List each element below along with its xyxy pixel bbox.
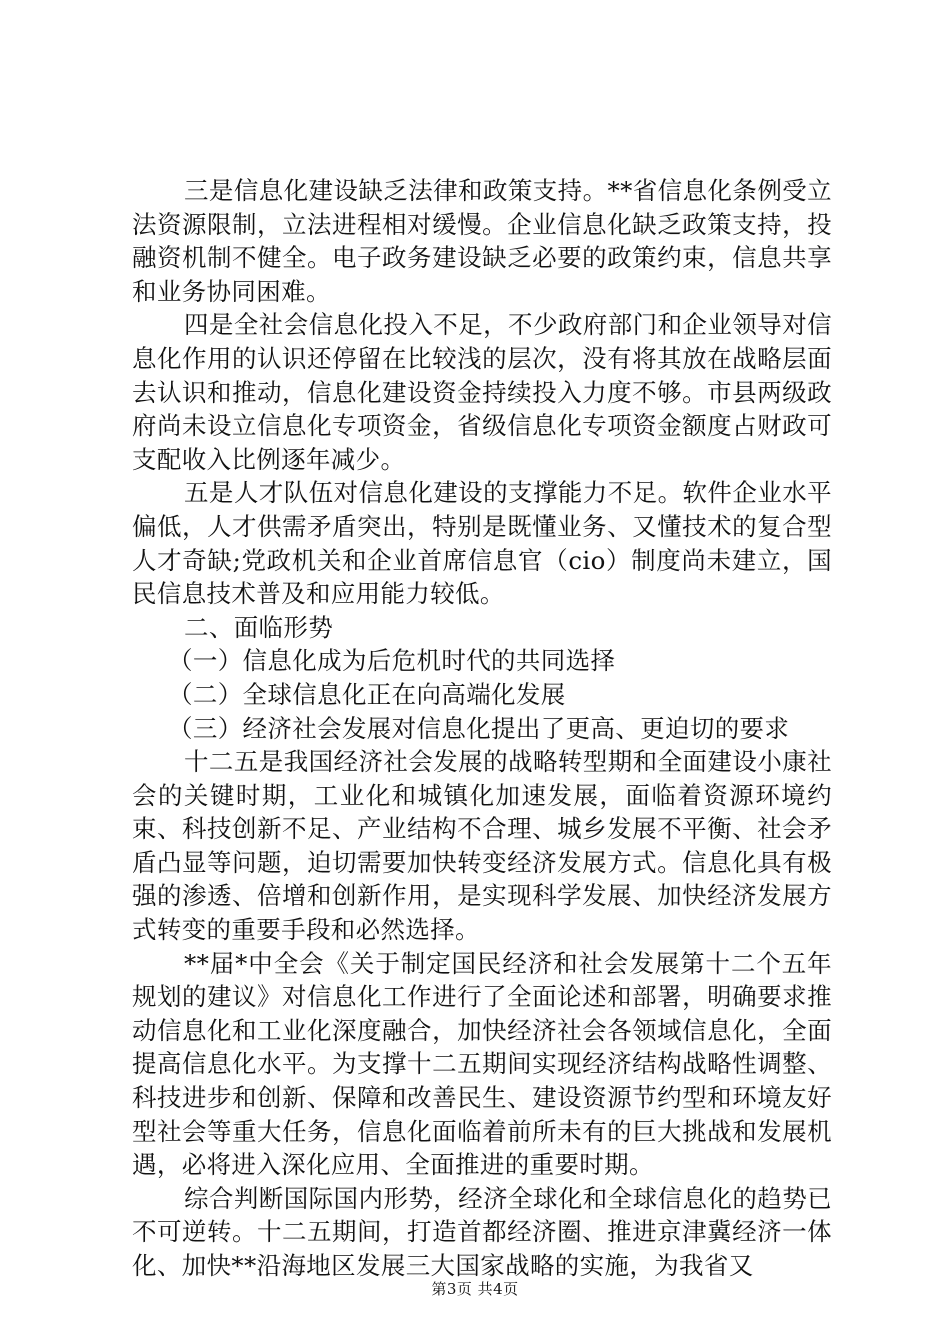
page-number-footer: 第3页 共4页 — [431, 1280, 519, 1298]
document-body — [132, 174, 832, 1283]
section-heading-situation: 二、面临形势 — [184, 612, 334, 642]
paragraph-plenary-session: **届*中全会《关于制定国民经济和社会发展第十二个五年规划的建议》对信息化工作进行了全面论述和部署，明确要求推动信息化和工业化深度融合，加快经济社会各领域信息化，全面提高信息化水平。为支撑十二五期间实现经济结构战略性调整、科技进步和创新、保障和改善民生、建设资源节约型和环境友好型社会等重大任务，信息化面临着前所未有的巨大挑战和发展机遇，必将进入深化应用、全面推进的重要时期。 — [132, 948, 832, 1180]
paragraph-investment-shortage: 四是全社会信息化投入不足，不少政府部门和企业领导对信息化作用的认识还停留在比较浅的层次，没有将其放在战略层面去认识和推动，信息化建设资金持续投入力度不够。市县两级政府尚未设立信息化专项资金，省级信息化专项资金额度占财政可支配收入比例逐年减少。 — [132, 310, 832, 474]
paragraph-comprehensive-judgement: 综合判断国际国内形势，经济全球化和全球信息化的趋势已不可逆转。十二五期间，打造首都经济圈、推进京津冀经济一体化、加快**沿海地区发展三大国家战略的实施，为我省又 — [132, 1183, 832, 1280]
paragraph-twelfth-five-year: 十二五是我国经济社会发展的战略转型期和全面建设小康社会的关键时期，工业化和城镇化加速发展，面临着资源环境约束、科技创新不足、产业结构不合理、城乡发展不平衡、社会矛盾凸显等问题，迫切需要加快转变经济发展方式。信息化具有极强的渗透、倍增和创新作用，是实现科学发展、加快经济发展方式转变的重要手段和必然选择。 — [132, 747, 832, 945]
paragraph-legal-policy-support: 三是信息化建设缺乏法律和政策支持。**省信息化条例受立法资源限制，立法进程相对缓慢。企业信息化缺乏政策支持，投融资机制不健全。电子政务建设缺乏必要的政策约束，信息共享和业务协同困难。 — [132, 176, 832, 306]
subheading-global-high-end: （二）全球信息化正在向高端化发展 — [168, 679, 566, 709]
subheading-post-crisis-choice: （一）信息化成为后危机时代的共同选择 — [168, 646, 616, 676]
paragraph-talent-capacity: 五是人才队伍对信息化建设的支撑能力不足。软件企业水平偏低，人才供需矛盾突出，特别是既懂业务、又懂技术的复合型人才奇缺;党政机关和企业首席信息官（cio）制度尚未建立，国民信息技术普及和应用能力较低。 — [132, 478, 832, 609]
subheading-higher-requirements: （三）经济社会发展对信息化提出了更高、更迫切的要求 — [168, 713, 790, 743]
